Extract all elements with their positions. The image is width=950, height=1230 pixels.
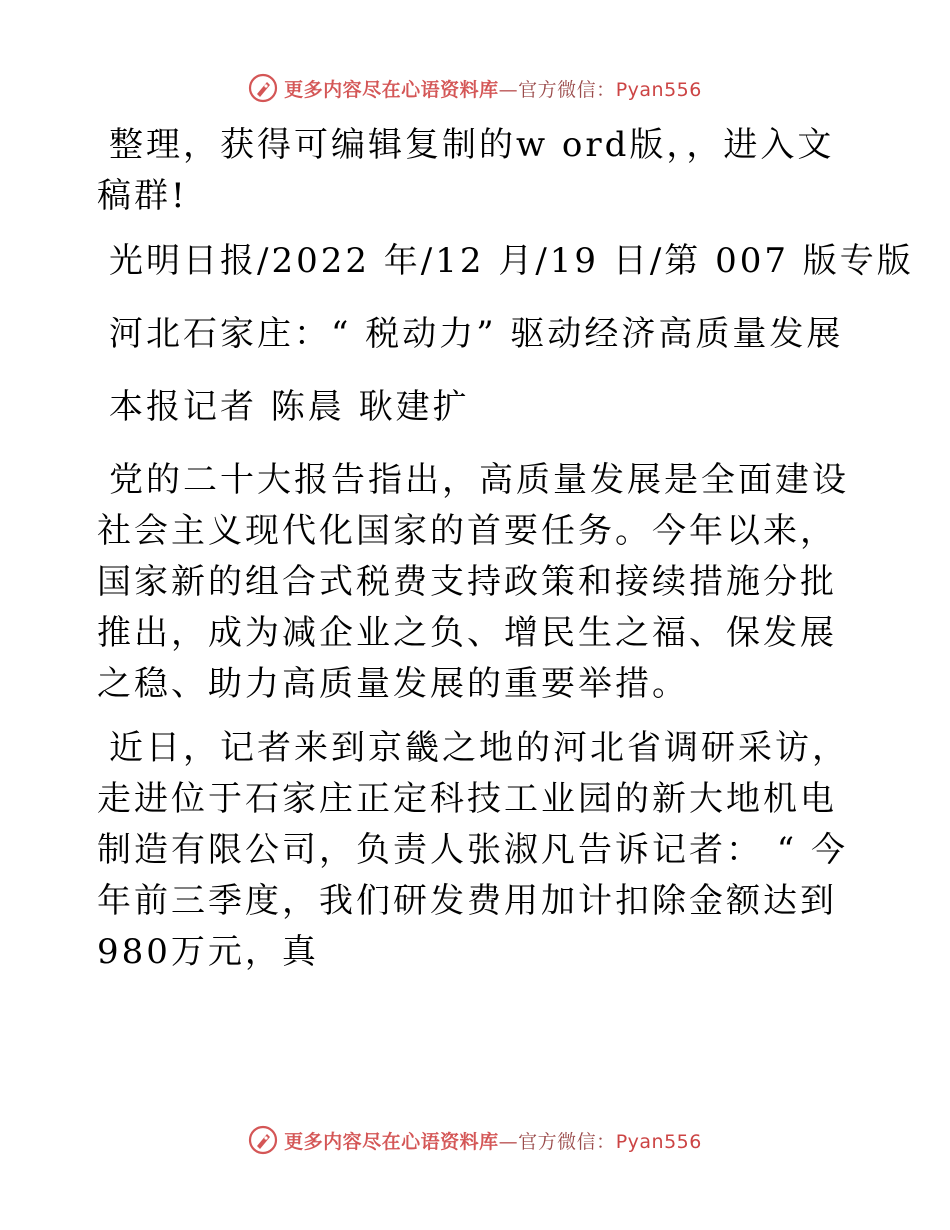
footer-watermark [0,1122,950,1158]
article-headline: 河北石家庄：“ 税动力” 驱动经济高质量发展 [109,314,844,354]
header-watermark [0,70,950,106]
watermark-brand: 更多内容尽在心语资料库 [284,1130,499,1153]
source-line: 光明日报/2022 年/12 月/19 日/第 007 版专版 [109,241,914,281]
intro-text: 整理，获得可编辑复制的w ord版，，进入文稿群! [97,125,835,216]
pen-nib-circle-icon [248,1125,278,1155]
watermark-brand: 更多内容尽在心语资料库 [284,78,499,101]
watermark-dash: — [498,1130,519,1153]
watermark-dash: — [498,78,519,101]
watermark-id: Pyan556 [615,1130,702,1153]
watermark-id: Pyan556 [615,78,702,101]
document-body [97,120,914,991]
byline: 本报记者 陈晨 耿建扩 [109,387,470,427]
body-paragraph: 近日，记者来到京畿之地的河北省调研采访，走进位于石家庄正定科技工业园的新大地机电制造有限公司，负责人张淑凡告诉记者： “ 今年前三季度，我们研发费用加计扣除金额达到 980万元，真 [97,728,849,972]
body-paragraph: 党的二十大报告指出，高质量发展是全面建设社会主义现代化国家的首要任务。今年以来，国家新的组合式税费支持政策和接续措施分批推出，成为减企业之负、增民生之福、保发展之稳、助力高质量发展的重要举措。 [97,460,849,704]
watermark-channel: 官方微信： [518,78,616,101]
watermark-channel: 官方微信： [518,1130,616,1153]
pen-nib-circle-icon [248,73,278,103]
